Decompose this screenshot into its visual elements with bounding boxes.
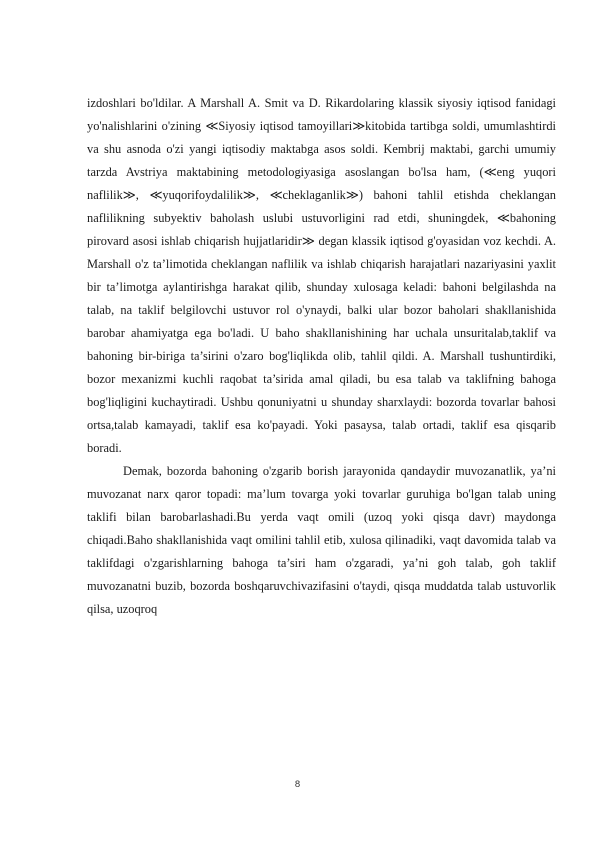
paragraph-2: Demak, bozorda bahoning o'zgarib borish jarayonida qandaydir muvozanatlik, ya’ni muvozanat narx qaror topadi: ma’lum tovarga yoki tovarlar guruhiga bo'lgan talab uning taklifi bilan barobarlashadi.Bu yerda vaqt omili (uzoq yoki qisqa davr) maydonga chiqadi.Baho shakllanishida vaqt omilini tahlil etib, xulosa qilinadiki, vaqt davomida talab va taklifdagi o'zgarishlarning bahoga ta’siri ham o'zgaradi, ya’ni goh talab, goh taklif muvozanatni buzib, bozorda boshqaruvchivazifasini o'taydi, qisqa muddatda talab ustuvorlik qilsa, uzoqroq xyxy=(87,464,556,616)
document-body xyxy=(87,92,556,621)
paragraph-1: izdoshlari bo'ldilar. A Marshall A. Smit va D. Rikardolaring klassik siyosiy iqtisod fanidagi yo'nalishlarini o'zining ≪Siyosiy iqtisod tamoyillari≫kitobida tartibga soldi, umumlashtirdi va shu asnoda o'zi yangi iqtisodiy maktabga asos soldi. Kembrij maktabi, garchi umumiy tarzda Avstriya maktabining metodologiyasiga asoslangan bo'lsa ham, (≪eng yuqori naflilik≫, ≪yuqorifoydalilik≫, ≪cheklaganlik≫) bahoni tahlil etishda cheklangan naflilikning subyektiv baholash uslubi ustuvorligini rad etdi, shuningdek, ≪bahoning pirovard asosi ishlab chiqarish hujjatlaridir≫ degan klassik iqtisod g'oyasidan voz kechdi. A. Marshall o'z ta’limotida cheklangan naflilik va ishlab chiqarish harajatlari nazariyasini yaxlit bir ta’limotga aylantirishga harakat qilib, shunday xulosaga keladi: bahoni belgilashda na talab, na taklif belgilovchi ustuvor rol o'ynaydi, balki ular bozor baholari shakllanishida barobar ahamiyatga ega bo'ladi. U baho shakllanishining har uchala unsuritalab,taklif va bahoning bir-biriga ta’sirini o'zaro bog'liqlikda olib, tahlil qildi. A. Marshall tushuntirdiki, bozor mexanizmi kuchli raqobat ta’sirida amal qiladi, bu esa talab va taklifning bahoga bog'liqligini kuchaytiradi. Ushbu qonuniyatni u shunday sharxlaydi: bozorda tovarlar bahosi ortsa,talab kamayadi, taklif esa ko'payadi. Yoki pasaysa, talab ortadi, taklif esa qisqarib boradi. xyxy=(87,96,556,455)
page-number: 8 xyxy=(294,779,301,790)
